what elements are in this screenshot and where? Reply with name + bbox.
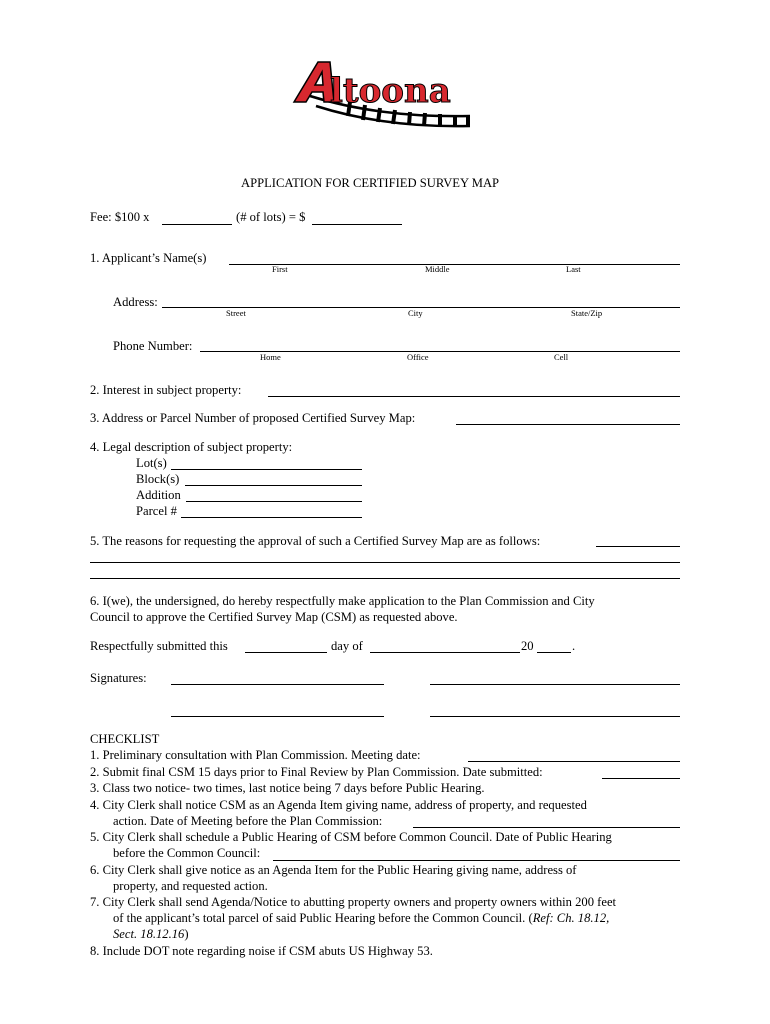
checklist-item-5-cont: before the Common Council:: [113, 846, 261, 860]
sub-first: First: [272, 264, 288, 274]
checklist-item-8: 8. Include DOT note regarding noise if CSM abuts US Highway 53.: [90, 944, 433, 958]
parcel-label: Parcel #: [136, 504, 177, 518]
parcel-field[interactable]: [181, 517, 362, 518]
signatures-label: Signatures:: [90, 671, 147, 685]
submitted-dayof: day of: [331, 639, 363, 653]
checklist-item-3: 3. Class two notice- two times, last notice being 7 days before Public Hearing.: [90, 781, 485, 795]
logo-wordmark: ltoona: [330, 71, 451, 111]
checklist-item-2: 2. Submit final CSM 15 days prior to Final Review by Plan Commission. Date submitted:: [90, 765, 543, 779]
lots-label: Lot(s): [136, 456, 167, 470]
sub-home: Home: [260, 352, 281, 362]
submitted-month-field[interactable]: [370, 652, 520, 653]
checklist-item-7-ref: Ref: Ch. 18.12,: [532, 911, 610, 925]
phone-label: Phone Number:: [113, 339, 193, 353]
q5-reasons-label: 5. The reasons for requesting the approval of such a Certified Survey Map are as follows:: [90, 534, 541, 548]
sub-office: Office: [407, 352, 429, 362]
sub-street: Street: [226, 308, 246, 318]
q1-applicant-label: 1. Applicant’s Name(s): [90, 251, 207, 265]
address-label: Address:: [113, 295, 158, 309]
lots-count-field[interactable]: [162, 224, 232, 225]
interest-field[interactable]: [268, 396, 680, 397]
checklist-heading: CHECKLIST: [90, 732, 160, 746]
checklist-item-1: 1. Preliminary consultation with Plan Commission. Meeting date:: [90, 748, 421, 762]
q2-interest-label: 2. Interest in subject property:: [90, 383, 242, 397]
checklist-item-7-cont: [113, 911, 609, 926]
q3-address-parcel-label: 3. Address or Parcel Number of proposed Certified Survey Map:: [90, 411, 416, 425]
submitted-prefix: Respectfully submitted this: [90, 639, 228, 653]
signature-field-2[interactable]: [430, 684, 680, 685]
submitted-year-prefix: 20: [521, 639, 534, 653]
reasons-field-3[interactable]: [90, 578, 680, 579]
checklist-item-7: 7. City Clerk shall send Agenda/Notice to abutting property owners and property owners within 200 feet: [90, 895, 617, 909]
q6-statement-line1: 6. I(we), the undersigned, do hereby respectfully make application to the Plan Commission and City: [90, 594, 595, 608]
sub-cell: Cell: [554, 352, 569, 362]
submitted-period: .: [572, 639, 576, 653]
q6-statement-line2: Council to approve the Certified Survey Map (CSM) as requested above.: [90, 610, 458, 624]
date-submitted-field[interactable]: [602, 778, 680, 779]
signature-field-4[interactable]: [430, 716, 680, 717]
checklist-item-7-cont2: [113, 927, 189, 942]
signature-field-1[interactable]: [171, 684, 384, 685]
applicant-name-field[interactable]: [229, 264, 680, 265]
checklist-item-4-cont: action. Date of Meeting before the Plan Commission:: [113, 814, 383, 828]
submitted-year-field[interactable]: [537, 652, 571, 653]
blocks-label: Block(s): [136, 472, 180, 486]
page-title: APPLICATION FOR CERTIFIED SURVEY MAP: [241, 176, 500, 190]
checklist-item-7-text: of the applicant’s total parcel of said Public Hearing before the Common Council. (: [113, 911, 533, 925]
parcel-number-field[interactable]: [456, 424, 680, 425]
checklist-item-4: 4. City Clerk shall notice CSM as an Agenda Item giving name, address of property, and requested: [90, 798, 587, 812]
meeting-date-field[interactable]: [468, 761, 680, 762]
checklist-item-6-cont: property, and requested action.: [113, 879, 268, 893]
reasons-field-2[interactable]: [90, 562, 680, 563]
checklist-item-7-sect: Sect. 18.12.16: [113, 927, 185, 941]
checklist-item-5: 5. City Clerk shall schedule a Public Hearing of CSM before Common Council. Date of Public Hearing: [90, 830, 612, 844]
signature-field-3[interactable]: [171, 716, 384, 717]
lots-field[interactable]: [171, 469, 362, 470]
checklist-item-6: 6. City Clerk shall give notice as an Agenda Item for the Public Hearing giving name, address of: [90, 863, 577, 877]
submitted-day-field[interactable]: [245, 652, 327, 653]
fee-total-field[interactable]: [312, 224, 402, 225]
fee-lots-label: (# of lots) = $: [236, 210, 306, 224]
public-hearing-date-field[interactable]: [273, 860, 680, 861]
sub-last: Last: [566, 264, 581, 274]
reasons-field-1[interactable]: [596, 546, 680, 547]
fee-label: Fee: $100 x: [90, 210, 150, 224]
addition-label: Addition: [136, 488, 181, 502]
plan-commission-date-field[interactable]: [413, 827, 680, 828]
altoona-logo: [290, 58, 474, 138]
sub-middle: Middle: [425, 264, 450, 274]
checklist-item-7-paren: ): [184, 927, 189, 941]
addition-field[interactable]: [186, 501, 362, 502]
q4-legal-description-label: 4. Legal description of subject property:: [90, 440, 293, 454]
blocks-field[interactable]: [185, 485, 362, 486]
sub-statezip: State/Zip: [571, 308, 603, 318]
sub-city: City: [408, 308, 423, 318]
